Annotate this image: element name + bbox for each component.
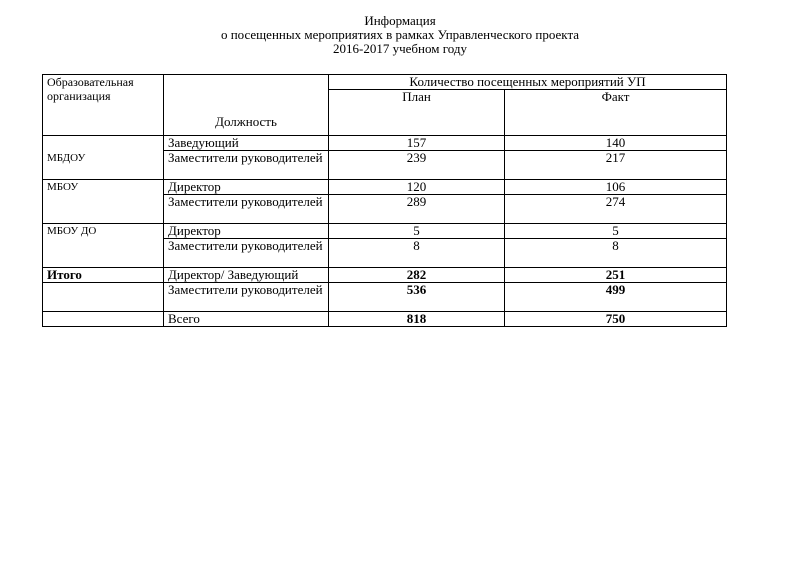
- position-cell: Заведующий: [164, 136, 329, 151]
- title-line-1: Информация: [364, 13, 436, 28]
- plan-cell: 536: [329, 283, 505, 312]
- position-cell: Заместители руководителей: [164, 195, 329, 224]
- position-cell: Всего: [164, 312, 329, 327]
- fact-cell: 499: [505, 283, 727, 312]
- position-cell: Директор/ Заведующий: [164, 268, 329, 283]
- fact-cell: 8: [505, 239, 727, 268]
- plan-cell: 120: [329, 180, 505, 195]
- fact-cell: 274: [505, 195, 727, 224]
- fact-cell: 5: [505, 224, 727, 239]
- report-table: [42, 74, 727, 327]
- plan-cell: 818: [329, 312, 505, 327]
- org-cell-mbou-do: МБОУ ДО: [43, 224, 164, 268]
- table-row-total: [43, 283, 727, 312]
- empty-org-cell: [43, 283, 164, 312]
- org-cell-mbou: МБОУ: [43, 180, 164, 224]
- table-row: [43, 136, 727, 151]
- position-cell: Заместители руководителей: [164, 151, 329, 180]
- header-org: Образовательная организация: [43, 75, 164, 136]
- org-cell-mbdou: МБДОУ: [43, 136, 164, 180]
- header-count-group: Количество посещенных мероприятий УП: [329, 75, 727, 90]
- header-row: [43, 75, 727, 90]
- position-cell: Директор: [164, 180, 329, 195]
- table-row: [43, 180, 727, 195]
- document-title: [0, 14, 800, 56]
- plan-cell: 8: [329, 239, 505, 268]
- fact-cell: 106: [505, 180, 727, 195]
- position-cell: Заместители руководителей: [164, 283, 329, 312]
- fact-cell: 251: [505, 268, 727, 283]
- table-row-grand-total: [43, 312, 727, 327]
- position-cell: Директор: [164, 224, 329, 239]
- plan-cell: 5: [329, 224, 505, 239]
- table-row: [43, 224, 727, 239]
- plan-cell: 282: [329, 268, 505, 283]
- table-row-total: [43, 268, 727, 283]
- header-position: Должность: [164, 75, 329, 136]
- fact-cell: 217: [505, 151, 727, 180]
- title-line-3: 2016-2017 учебном году: [333, 41, 467, 56]
- header-fact: Факт: [505, 90, 727, 136]
- header-plan: План: [329, 90, 505, 136]
- empty-org-cell: [43, 312, 164, 327]
- plan-cell: 239: [329, 151, 505, 180]
- fact-cell: 750: [505, 312, 727, 327]
- plan-cell: 157: [329, 136, 505, 151]
- fact-cell: 140: [505, 136, 727, 151]
- position-cell: Заместители руководителей: [164, 239, 329, 268]
- title-line-2: о посещенных мероприятиях в рамках Управленческого проекта: [220, 27, 580, 42]
- org-cell-total: Итого: [43, 268, 164, 283]
- plan-cell: 289: [329, 195, 505, 224]
